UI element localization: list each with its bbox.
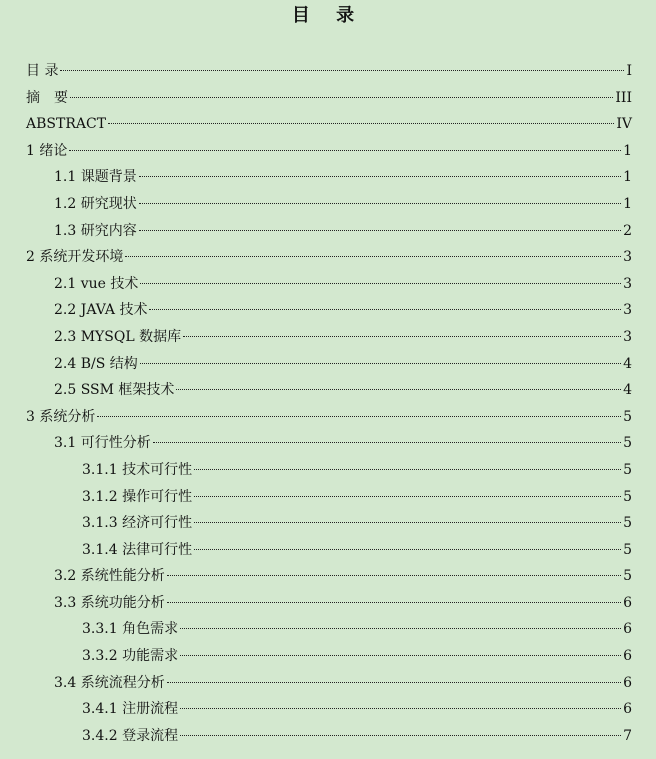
- toc-entry-page-number: 3: [623, 249, 632, 266]
- toc-entry-page-number: 1: [623, 142, 632, 159]
- toc-entry[interactable]: [26, 510, 632, 537]
- toc-dot-leader: [139, 230, 621, 231]
- toc-entry-label: 3.1.3 经济可行性: [82, 515, 193, 532]
- toc-dot-leader: [167, 575, 621, 576]
- toc-dot-leader: [69, 150, 621, 151]
- toc-dot-leader: [139, 176, 621, 177]
- toc-entry-label: 3.2 系统性能分析: [54, 568, 165, 585]
- toc-entry-label: 1.3 研究内容: [54, 222, 137, 239]
- toc-entry-page-number: 2: [623, 222, 632, 239]
- toc-entry-label: 2.2 JAVA 技术: [54, 302, 148, 319]
- toc-entry-page-number: 4: [623, 382, 632, 399]
- toc-entry[interactable]: [26, 643, 632, 670]
- toc-entry[interactable]: [26, 696, 632, 723]
- toc-entry-page-number: 5: [623, 488, 632, 505]
- toc-entry-label: 1.1 课题背景: [54, 169, 137, 186]
- toc-entry-page-number: IV: [616, 116, 632, 133]
- toc-dot-leader: [140, 363, 621, 364]
- toc-entry-label: 1.2 研究现状: [54, 195, 137, 212]
- toc-entry-label: 1 绪论: [26, 142, 68, 159]
- toc-entry-label: 3.1.4 法律可行性: [82, 541, 193, 558]
- toc-entry-label: 3.1.2 操作可行性: [82, 488, 193, 505]
- toc-entry[interactable]: [26, 537, 632, 564]
- toc-entry-label: 2.5 SSM 框架技术: [54, 382, 175, 399]
- toc-dot-leader: [180, 628, 621, 629]
- toc-entry-page-number: 4: [623, 355, 632, 372]
- toc-entry-label: 2.4 B/S 结构: [54, 355, 138, 372]
- toc-entry-page-number: 3: [623, 328, 632, 345]
- toc-entry[interactable]: [26, 164, 632, 191]
- toc-entry[interactable]: [26, 244, 632, 271]
- toc-entry[interactable]: [26, 484, 632, 511]
- toc-entry-page-number: 5: [623, 515, 632, 532]
- toc-entry[interactable]: [26, 85, 632, 112]
- toc-entry[interactable]: [26, 58, 632, 85]
- toc-entry[interactable]: [26, 404, 632, 431]
- toc-entry-page-number: 6: [623, 674, 632, 691]
- toc-entry-page-number: I: [626, 63, 632, 79]
- cutoff-next-entry: [48, 752, 108, 759]
- toc-entry[interactable]: [26, 271, 632, 298]
- toc-dot-leader: [140, 283, 621, 284]
- toc-entry-page-number: 6: [623, 701, 632, 718]
- toc-entry[interactable]: [26, 430, 632, 457]
- toc-entry-page-number: 5: [623, 435, 632, 452]
- toc-entry[interactable]: [26, 351, 632, 378]
- toc-dot-leader: [183, 336, 621, 337]
- toc-entry[interactable]: [26, 590, 632, 617]
- toc-entry[interactable]: [26, 111, 632, 138]
- toc-entry-page-number: 3: [623, 275, 632, 292]
- toc-dot-leader: [153, 442, 621, 443]
- toc-entry-page-number: 7: [623, 727, 632, 744]
- toc-dot-leader: [125, 256, 621, 257]
- toc-entry-label: 3.4.1 注册流程: [82, 701, 179, 718]
- toc-dot-leader: [149, 309, 621, 310]
- toc-dot-leader: [194, 522, 621, 523]
- toc-entry-page-number: 6: [623, 594, 632, 611]
- toc-dot-leader: [139, 203, 621, 204]
- toc-entry[interactable]: [26, 191, 632, 218]
- toc-entry-page-number: 6: [623, 648, 632, 665]
- toc-entry-page-number: 5: [623, 461, 632, 478]
- toc-dot-leader: [180, 655, 621, 656]
- toc-entry[interactable]: [26, 670, 632, 697]
- toc-entry-label: 3.4 系统流程分析: [54, 674, 165, 691]
- toc-entry[interactable]: [26, 138, 632, 165]
- toc-entry-page-number: 5: [623, 568, 632, 585]
- toc-entry[interactable]: [26, 563, 632, 590]
- toc-dot-leader: [60, 70, 624, 71]
- toc-entry-label: 2.3 MYSQL 数据库: [54, 328, 182, 345]
- table-of-contents: [26, 58, 632, 749]
- toc-entry-page-number: 1: [623, 169, 632, 186]
- toc-entry-page-number: 1: [623, 195, 632, 212]
- toc-entry-page-number: III: [615, 89, 632, 106]
- toc-entry-label: 2.1 vue 技术: [54, 275, 139, 292]
- toc-entry-label: 摘 要: [26, 89, 68, 106]
- toc-entry-label: 3.1 可行性分析: [54, 435, 151, 452]
- toc-entry-page-number: 3: [623, 302, 632, 319]
- toc-entry-label: 3.3.2 功能需求: [82, 648, 179, 665]
- toc-entry-label: 3.3.1 角色需求: [82, 621, 179, 638]
- toc-dot-leader: [194, 469, 621, 470]
- toc-entry[interactable]: [26, 457, 632, 484]
- toc-entry-label: ABSTRACT: [26, 116, 107, 133]
- toc-dot-leader: [167, 682, 621, 683]
- toc-entry-label: 3.3 系统功能分析: [54, 594, 165, 611]
- toc-entry[interactable]: [26, 297, 632, 324]
- toc-dot-leader: [180, 708, 621, 709]
- toc-entry-label: 3 系统分析: [26, 408, 96, 425]
- toc-entry[interactable]: [26, 218, 632, 245]
- toc-entry[interactable]: [26, 324, 632, 351]
- page-title: 目 录: [291, 5, 365, 26]
- toc-dot-leader: [194, 549, 621, 550]
- toc-entry[interactable]: [26, 616, 632, 643]
- toc-entry-label: 3.4.2 登录流程: [82, 727, 179, 744]
- toc-dot-leader: [70, 97, 613, 98]
- toc-dot-leader: [108, 123, 614, 124]
- toc-entry[interactable]: [26, 377, 632, 404]
- toc-dot-leader: [167, 602, 621, 603]
- toc-dot-leader: [97, 416, 621, 417]
- toc-dot-leader: [176, 389, 621, 390]
- toc-entry-label: 目 录: [26, 63, 59, 79]
- toc-entry-page-number: 6: [623, 621, 632, 638]
- toc-entry-page-number: 5: [623, 408, 632, 425]
- toc-entry-label: 3.1.1 技术可行性: [82, 461, 193, 478]
- toc-dot-leader: [180, 735, 621, 736]
- toc-dot-leader: [194, 496, 621, 497]
- toc-entry-page-number: 5: [623, 541, 632, 558]
- toc-entry[interactable]: [26, 723, 632, 750]
- toc-entry-label: 2 系统开发环境: [26, 249, 124, 266]
